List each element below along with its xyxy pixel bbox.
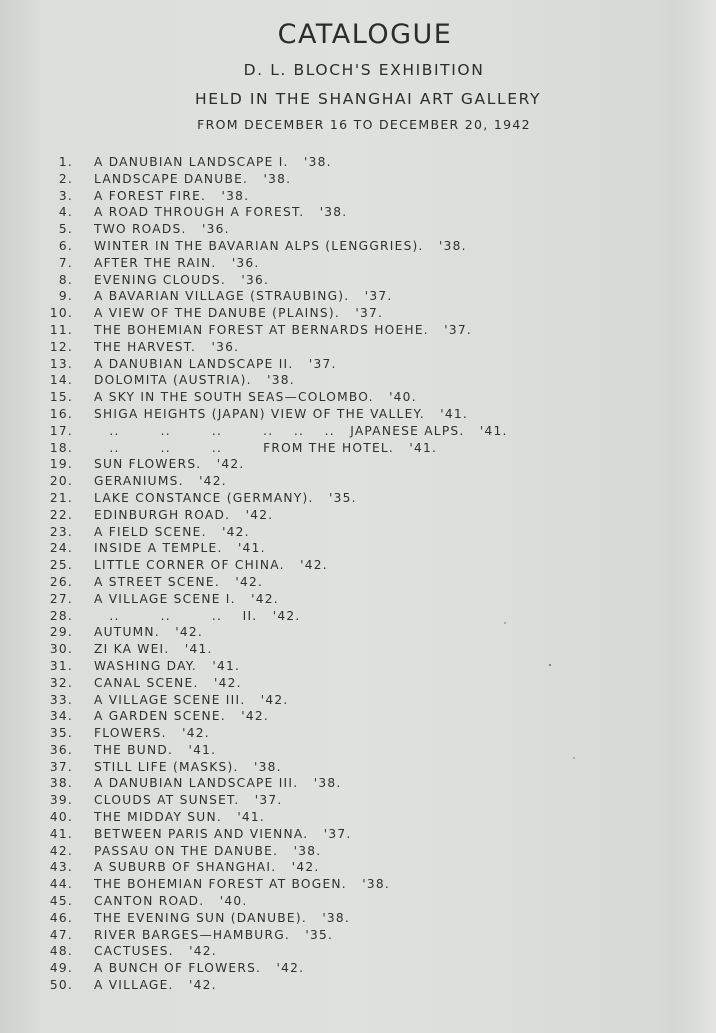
entry-title: THE HARVEST. '36. — [94, 339, 240, 354]
page-title: CATALOGUE — [277, 19, 453, 50]
entry-number: 21. — [49, 490, 73, 505]
date-line: FROM DECEMBER 16 TO DECEMBER 20, 1942 — [197, 117, 531, 132]
entry-number: 40. — [49, 810, 73, 825]
entry-number: 34. — [49, 709, 73, 724]
entry-title: WINTER IN THE BAVARIAN ALPS (LENGGRIES). '38. — [94, 238, 467, 253]
entry-number: 31. — [49, 658, 73, 673]
entry-title: SHIGA HEIGHTS (JAPAN) VIEW OF THE VALLEY. '41. — [94, 406, 468, 421]
entry-title: LAKE CONSTANCE (GERMANY). '35. — [94, 490, 357, 505]
catalogue-entry — [40, 792, 487, 809]
catalogue-entry — [40, 675, 487, 692]
entry-number: 15. — [49, 390, 73, 405]
entry-title: ZI KA WEI. '41. — [94, 642, 213, 657]
entry-title: BETWEEN PARIS AND VIENNA. '37. — [94, 826, 352, 841]
entry-number: 47. — [49, 927, 73, 942]
entry-title: A FIELD SCENE. '42. — [94, 524, 250, 539]
catalogue-entry — [40, 658, 487, 675]
entry-title: A SUBURB OF SHANGHAI. '42. — [94, 860, 320, 875]
entry-title: CANTON ROAD. '40. — [94, 894, 248, 909]
entry-number: 10. — [49, 306, 73, 321]
entry-number: 22. — [49, 507, 73, 522]
entry-title: A VILLAGE. '42. — [94, 978, 217, 993]
entry-number: 48. — [49, 944, 73, 959]
catalogue-entry — [40, 372, 487, 389]
entry-title: CACTUSES. '42. — [94, 944, 217, 959]
entry-title: EDINBURGH ROAD. '42. — [94, 507, 274, 522]
entry-title: .. .. .. FROM THE HOTEL. '41. — [94, 440, 438, 455]
entry-title: SUN FLOWERS. '42. — [94, 457, 245, 472]
entry-number: 23. — [49, 524, 73, 539]
catalogue-entry — [40, 692, 487, 709]
entry-number: 9. — [58, 289, 73, 304]
entry-title: CLOUDS AT SUNSET. '37. — [94, 793, 283, 808]
entry-number: 8. — [58, 272, 73, 287]
entry-title: A FOREST FIRE. '38. — [94, 188, 250, 203]
catalogue-entry — [40, 204, 487, 221]
entry-title: AFTER THE RAIN. '36. — [94, 255, 260, 270]
entry-number: 20. — [49, 474, 73, 489]
catalogue-entry — [40, 591, 487, 608]
entry-number: 11. — [49, 322, 73, 337]
catalogue-entry — [40, 977, 487, 994]
paper-speck — [504, 622, 506, 624]
catalogue-entry — [40, 440, 487, 457]
entry-number: 33. — [49, 692, 73, 707]
entry-number: 43. — [49, 860, 73, 875]
entry-title: GERANIUMS. '42. — [94, 474, 227, 489]
catalogue-entry — [40, 171, 487, 188]
entry-title: A VIEW OF THE DANUBE (PLAINS). '37. — [94, 306, 384, 321]
entry-title: TWO ROADS. '36. — [94, 222, 230, 237]
entry-number: 41. — [49, 826, 73, 841]
entry-title: A VILLAGE SCENE I. '42. — [94, 591, 279, 606]
entry-title: .. .. .. II. '42. — [94, 608, 301, 623]
catalogue-entry — [40, 775, 487, 792]
entry-number: 6. — [58, 238, 73, 253]
entry-title: THE MIDDAY SUN. '41. — [94, 810, 266, 825]
entry-title: A BUNCH OF FLOWERS. '42. — [94, 961, 305, 976]
entry-number: 46. — [49, 910, 73, 925]
catalogue-entry — [40, 557, 487, 574]
entry-title: A SKY IN THE SOUTH SEAS—COLOMBO. '40. — [94, 390, 417, 405]
catalogue-entry — [40, 288, 487, 305]
entry-title: A VILLAGE SCENE III. '42. — [94, 692, 289, 707]
catalogue-entry — [40, 574, 487, 591]
entry-number: 12. — [49, 339, 73, 354]
catalogue-entry — [40, 423, 508, 440]
entry-number: 38. — [49, 776, 73, 791]
catalogue-entry — [40, 843, 487, 860]
entry-number: 7. — [58, 255, 73, 270]
entry-number: 26. — [49, 574, 73, 589]
catalogue-entry — [40, 389, 487, 406]
catalogue-entry — [40, 910, 487, 927]
catalogue-entry — [40, 238, 487, 255]
catalogue-entry — [40, 876, 487, 893]
entry-title: LITTLE CORNER OF CHINA. '42. — [94, 558, 328, 573]
entry-number: 28. — [49, 608, 73, 623]
entry-number: 42. — [49, 843, 73, 858]
entry-number: 50. — [49, 978, 73, 993]
entry-number: 32. — [49, 675, 73, 690]
entry-number: 35. — [49, 726, 73, 741]
entry-title: FLOWERS. '42. — [94, 726, 210, 741]
catalogue-entry — [40, 943, 487, 960]
entry-number: 16. — [49, 406, 73, 421]
catalogue-entry — [40, 524, 487, 541]
entry-number: 25. — [49, 558, 73, 573]
catalogue-entry — [40, 708, 487, 725]
entry-title: THE BOHEMIAN FOREST AT BERNARDS HOEHE. '37. — [94, 322, 473, 337]
entry-title: A ROAD THROUGH A FOREST. '38. — [94, 205, 348, 220]
catalogue-entry — [40, 255, 487, 272]
entry-number: 44. — [49, 877, 73, 892]
catalogue-entry — [40, 960, 487, 977]
entry-title: A BAVARIAN VILLAGE (STRAUBING). '37. — [94, 289, 393, 304]
entry-title: EVENING CLOUDS. '36. — [94, 272, 270, 287]
catalogue-entry — [40, 641, 487, 658]
entry-number: 29. — [49, 625, 73, 640]
entry-number: 17. — [49, 423, 73, 438]
catalogue-entry — [40, 305, 487, 322]
catalogue-entry — [40, 809, 487, 826]
catalogue-entry — [40, 188, 487, 205]
exhibition-name: D. L. BLOCH'S EXHIBITION — [243, 61, 485, 79]
entry-number: 3. — [58, 188, 73, 203]
entry-title: THE BOHEMIAN FOREST AT BOGEN. '38. — [94, 877, 390, 892]
catalogue-entry — [40, 759, 487, 776]
entry-title: INSIDE A TEMPLE. '41. — [94, 541, 266, 556]
catalogue-entry — [40, 339, 487, 356]
entry-number: 27. — [49, 591, 73, 606]
catalogue-entry — [40, 624, 487, 641]
catalogue-entry — [40, 154, 487, 171]
entry-number: 13. — [49, 356, 73, 371]
catalogue-entry — [40, 826, 487, 843]
entry-title: CANAL SCENE. '42. — [94, 675, 242, 690]
entry-title: STILL LIFE (MASKS). '38. — [94, 759, 282, 774]
entry-number: 36. — [49, 742, 73, 757]
catalogue-entry — [40, 927, 487, 944]
gallery-line: HELD IN THE SHANGHAI ART GALLERY — [194, 90, 542, 108]
entry-title: RIVER BARGES—HAMBURG. '35. — [94, 927, 334, 942]
catalogue-entry — [40, 608, 487, 625]
entry-number: 4. — [58, 205, 73, 220]
entry-number: 49. — [49, 961, 73, 976]
entry-number: 30. — [49, 642, 73, 657]
catalogue-entry — [40, 725, 487, 742]
catalogue-list — [40, 154, 508, 994]
catalogue-entry — [40, 540, 487, 557]
paper-speck — [549, 664, 551, 666]
entry-title: A DANUBIAN LANDSCAPE III. '38. — [94, 776, 342, 791]
entry-number: 14. — [49, 373, 73, 388]
catalogue-entry — [40, 473, 487, 490]
entry-number: 5. — [58, 222, 73, 237]
catalogue-entry — [40, 456, 487, 473]
catalogue-entry — [40, 322, 487, 339]
catalogue-entry — [40, 490, 487, 507]
entry-title: DOLOMITA (AUSTRIA). '38. — [94, 373, 295, 388]
entry-title: THE BUND. '41. — [94, 742, 217, 757]
entry-title: .. .. .. .. .. .. JAPANESE ALPS. '41. — [94, 423, 508, 438]
entry-title: A DANUBIAN LANDSCAPE I. '38. — [94, 155, 332, 169]
entry-title: AUTUMN. '42. — [94, 625, 203, 640]
entry-number: 1. — [58, 155, 73, 169]
entry-number: 2. — [58, 171, 73, 186]
entry-title: WASHING DAY. '41. — [94, 658, 241, 673]
entry-title: LANDSCAPE DANUBE. '38. — [94, 171, 292, 186]
entry-title: THE EVENING SUN (DANUBE). '38. — [94, 910, 351, 925]
entry-title: A GARDEN SCENE. '42. — [94, 709, 270, 724]
catalogue-entry — [40, 742, 487, 759]
catalogue-entry — [40, 356, 487, 373]
entry-title: PASSAU ON THE DANUBE. '38. — [94, 843, 322, 858]
catalogue-entry — [40, 507, 487, 524]
catalogue-entry — [40, 859, 487, 876]
entry-number: 39. — [49, 793, 73, 808]
catalogue-entry — [40, 272, 487, 289]
catalogue-entry — [40, 406, 487, 423]
entry-number: 45. — [49, 894, 73, 909]
entry-number: 37. — [49, 759, 73, 774]
entry-title: A DANUBIAN LANDSCAPE II. '37. — [94, 356, 337, 371]
entry-number: 19. — [49, 457, 73, 472]
entry-number: 18. — [49, 440, 73, 455]
paper-speck — [573, 757, 575, 759]
entry-number: 24. — [49, 541, 73, 556]
catalogue-entry — [40, 221, 487, 238]
catalogue-entry — [40, 893, 487, 910]
entry-title: A STREET SCENE. '42. — [94, 574, 264, 589]
